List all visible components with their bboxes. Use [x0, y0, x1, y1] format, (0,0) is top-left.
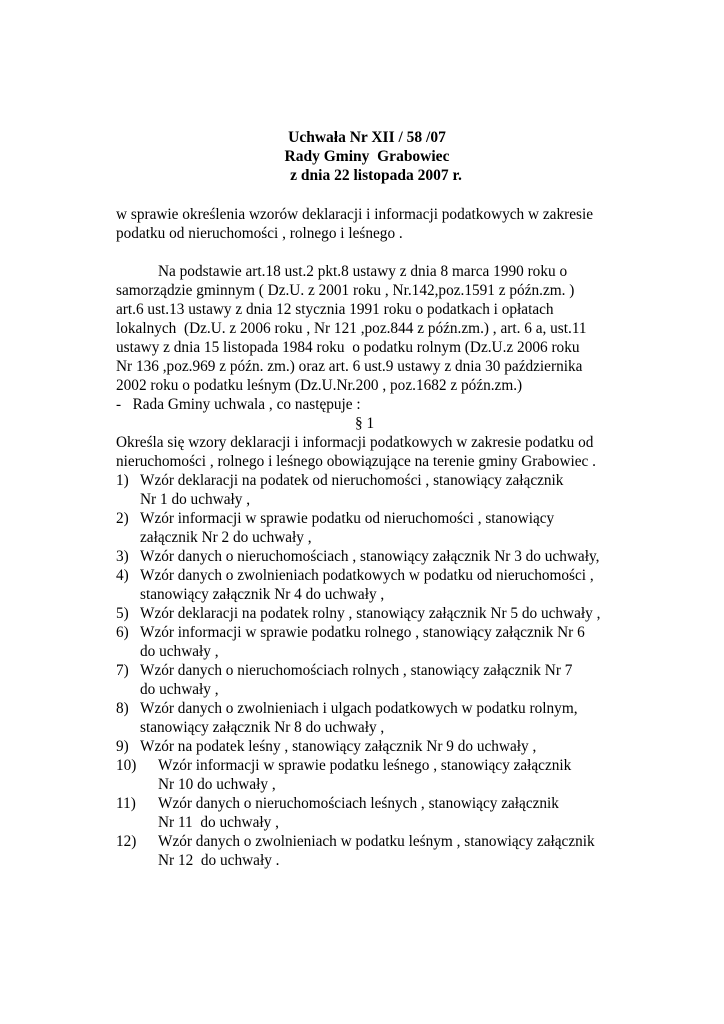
list-item-number: 7) [116, 662, 129, 679]
list-item-number: 4) [116, 567, 129, 584]
list-item: Wzór informacji w sprawie podatku od nieruchomości , stanowiący [140, 510, 555, 527]
list-item: załącznik Nr 2 do uchwały , [140, 529, 312, 546]
list-item-number: 2) [116, 510, 129, 527]
basis-line: samorządzie gminnym ( Dz.U. z 2001 roku , Nr.142,poz.1591 z późn.zm. ) [116, 282, 575, 299]
list-item: Wzór deklaracji na podatek rolny , stanowiący załącznik Nr 5 do uchwały , [140, 605, 601, 622]
list-item-number: 9) [116, 738, 129, 755]
list-item: Nr 12 do uchwały . [158, 852, 280, 869]
basis-line: lokalnych (Dz.U. z 2006 roku , Nr 121 ,poz.844 z późn.zm.) , art. 6 a, ust.11 [116, 320, 587, 337]
resolution-number: Uchwała Nr XII / 58 /07 [288, 129, 446, 146]
subject-line: podatku od nieruchomości , rolnego i leśnego . [116, 225, 403, 242]
list-item: Wzór informacji w sprawie podatku leśnego , stanowiący załącznik [158, 757, 572, 774]
resolution-header [0, 128, 724, 185]
basis-line: ustawy z dnia 15 listopada 1984 roku o podatku rolnym (Dz.U.z 2006 roku [116, 339, 580, 356]
list-item: do uchwały , [140, 681, 219, 698]
list-item: Nr 1 do uchwały , [140, 491, 251, 508]
basis-line: art.6 ust.13 ustawy z dnia 12 stycznia 1991 roku o podatkach i opłatach [116, 301, 554, 318]
list-item: Wzór danych o nieruchomościach , stanowiący załącznik Nr 3 do uchwały, [140, 548, 600, 565]
list-item-number: 11) [116, 795, 136, 812]
list-item-number: 6) [116, 624, 129, 641]
list-item: Wzór danych o nieruchomościach leśnych , stanowiący załącznik [158, 795, 559, 812]
subject-line: w sprawie określenia wzorów deklaracji i informacji podatkowych w zakresie [116, 206, 593, 223]
basis-line: Na podstawie art.18 ust.2 pkt.8 ustawy z dnia 8 marca 1990 roku o [158, 263, 568, 280]
resolution-date: z dnia 22 listopada 2007 r. [290, 167, 462, 184]
list-item: stanowiący załącznik Nr 4 do uchwały , [140, 586, 385, 603]
list-item: Wzór danych o zwolnieniach w podatku leśnym , stanowiący załącznik [158, 833, 595, 850]
list-item-number: 8) [116, 700, 129, 717]
list-item-number: 12) [116, 833, 137, 850]
list-item: Wzór danych o zwolnieniach podatkowych w podatku od nieruchomości , [140, 567, 594, 584]
section-mark: § 1 [355, 415, 375, 432]
basis-line: Nr 136 ,poz.969 z późn. zm.) oraz art. 6 ust.9 ustawy z dnia 30 października [116, 358, 583, 375]
list-item: Nr 11 do uchwały , [158, 814, 279, 831]
council-name: Rady Gminy Grabowiec [284, 148, 450, 165]
list-item-number: 1) [116, 472, 129, 489]
list-item: Nr 10 do uchwały , [158, 776, 276, 793]
list-item: Wzór danych o nieruchomościach rolnych , stanowiący załącznik Nr 7 [140, 662, 573, 679]
list-item: Wzór na podatek leśny , stanowiący załącznik Nr 9 do uchwały , [140, 738, 537, 755]
list-item: Wzór deklaracji na podatek od nieruchomości , stanowiący załącznik [140, 472, 564, 489]
list-item: do uchwały , [140, 643, 219, 660]
list-item: Wzór danych o zwolnieniach i ulgach podatkowych w podatku rolnym, [140, 700, 578, 717]
list-item: Wzór informacji w sprawie podatku rolnego , stanowiący załącznik Nr 6 [140, 624, 585, 641]
resolves-line: - Rada Gminy uchwala , co następuje : [116, 396, 361, 413]
basis-line: 2002 roku o podatku leśnym (Dz.U.Nr.200 , poz.1682 z późn.zm.) [116, 377, 523, 394]
section-text-line: Określa się wzory deklaracji i informacji podatkowych w zakresie podatku od [116, 434, 594, 451]
section-text-line: nieruchomości , rolnego i leśnego obowiązujące na terenie gminy Grabowiec . [116, 453, 596, 470]
list-item-number: 3) [116, 548, 129, 565]
list-item-number: 10) [116, 757, 137, 774]
list-item-number: 5) [116, 605, 129, 622]
list-item: stanowiący załącznik Nr 8 do uchwały , [140, 719, 385, 736]
